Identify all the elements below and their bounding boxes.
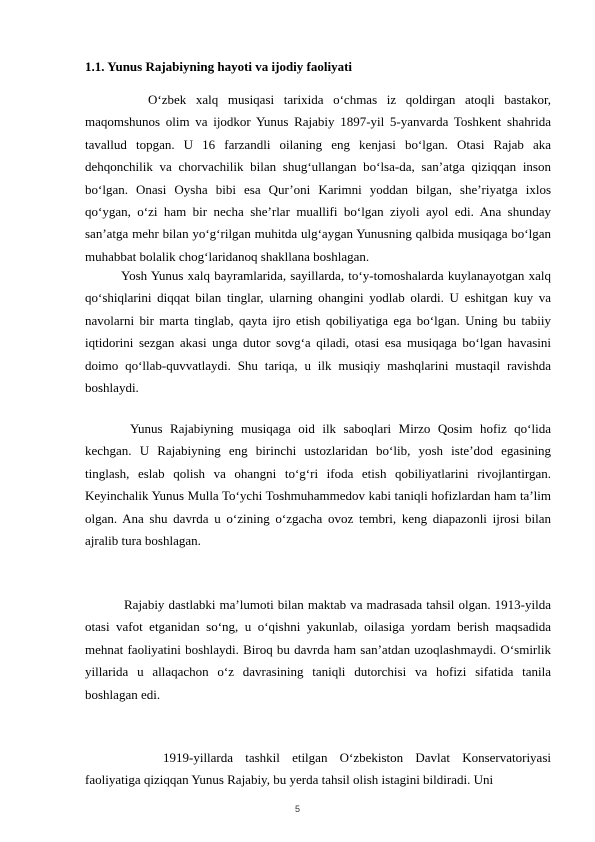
- section-heading: 1.1. Yunus Rajabiyning hayoti va ijodiy faoliyati: [85, 59, 353, 74]
- body-paragraph-5: 1919-yillarda tashkil etilgan O‘zbekiston Davlat Konservatoriyasi faoliyatiga qiziqqan Yunus Rajabiy, bu yerda tahsil olish istagini bildiradi. Uni: [85, 750, 551, 788]
- body-paragraph-4: Rajabiy dastlabki ma’lumoti bilan maktab va madrasada tahsil olgan. 1913-yilda otasi vafot etganidan so‘ng, u o‘qishni yakunlab, oilasiga yordam berish maqsadida mehnat faoliyatini boshlaydi. Biroq bu davrda ham san’atdan uzoqlashmaydi. O‘smirlik yillarida u allaqachon o‘z davrasining taniqli dutorchisi va hofizi sifatida tanila boshlagan edi.: [85, 597, 551, 702]
- page-number: 5: [294, 804, 300, 814]
- body-paragraph-2: Yosh Yunus xalq bayramlarida, sayillarda, to‘y-tomoshalarda kuylanayotgan xalq qo‘shiqlarini diqqat bilan tinglar, ularning ohangini yodlab olardi. U eshitgan kuy va navolarni bir marta tinglab, qayta ijro etish qobiliyatiga ega bo‘lgan. Uning bu tabiiy iqtidorini sezgan akasi unga dutor sovg‘a qiladi, otasi esa musiqaga bo‘lgan havasini doimo qo‘llab-quvvatlaydi. Shu tariqa, u ilk musiqiy mashqlarini mustaqil ravishda boshlaydi.: [85, 268, 551, 396]
- body-paragraph-3: Yunus Rajabiyning musiqaga oid ilk saboqlari Mirzo Qosim hofiz qo‘lida kechgan. U Rajabiyning eng birinchi ustozlaridan bo‘lib, yosh iste’dod egasining tinglash, eslab qolish va ohangni to‘g‘ri ifoda etish qobiliyatlarini rivojlantirgan. Keyinchalik Yunus Mulla To‘ychi Toshmuhammedov kabi taniqli hofizlardan ham ta’lim olgan. Ana shu davrda u o‘zining o‘zgacha ovoz tembri, keng diapazonli ijrosi bilan ajralib tura boshlagan.: [85, 421, 551, 549]
- body-paragraph-1: O‘zbek xalq musiqasi tarixida o‘chmas iz qoldirgan atoqli bastakor, maqomshunos olim va ijodkor Yunus Rajabiy 1897-yil 5-yanvarda Toshkent shahrida tavallud topgan. U 16 farzandli oilaning eng kenjasi bo‘lgan. Otasi Rajab aka dehqonchilik va chorvachilik bilan shug‘ullangan bo‘lsa-da, san’atga qiziqqan inson bo‘lgan. Onasi Oysha bibi esa Qur’oni Karimni yoddan bilgan, she’riyatga ixlos qo‘ygan, o‘zi ham bir necha she’rlar muallifi bo‘lgan ziyoli ayol edi. Ana shunday san’atga mehr bilan yo‘g‘rilgan muhitda ulg‘aygan Yunusning qalbida musiqaga bo‘lgan muhabbat bolalik chog‘laridanoq shakllana boshlagan.: [85, 92, 551, 264]
